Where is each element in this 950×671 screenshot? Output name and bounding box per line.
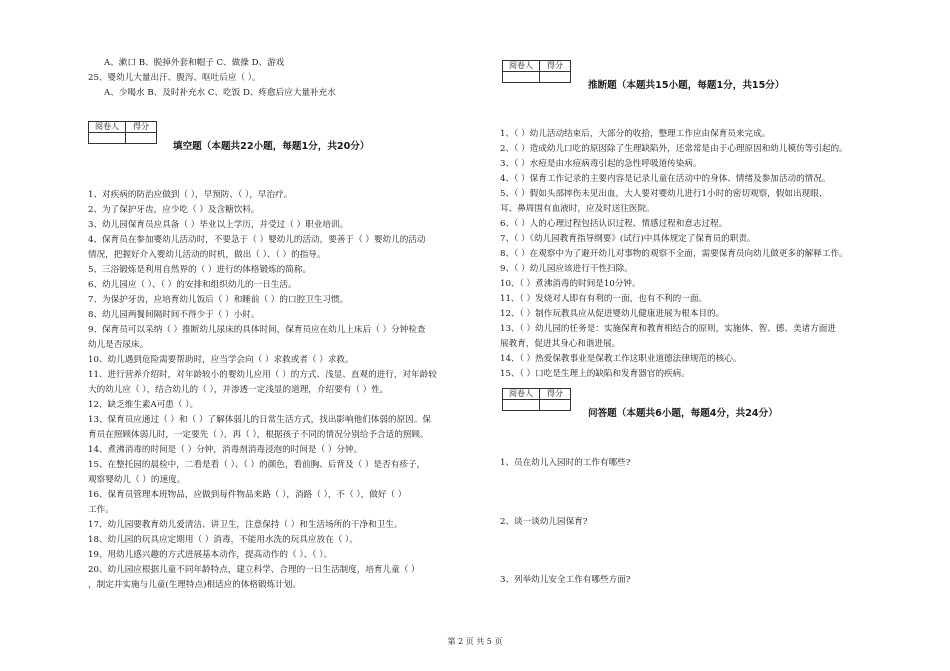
list-item: 16、保育员管理本班物品，应做到每件物品来路（ ），消路（ ），不（ ），做好（ ） xyxy=(88,490,407,500)
list-item: 1、（ ）幼儿活动结束后，大部分的收拾，整理工作应由保育员来完成。 xyxy=(500,129,771,139)
grader-cell xyxy=(89,133,126,144)
list-item: 8、（ ）在观察中为了避开幼儿对事物的观察不全面，需要保育员向幼儿做更多的解释工作。 xyxy=(500,249,848,259)
list-item: 4、（ ）保育工作记录的主要内容是记录儿童在活动中的身体、情绪及参加活动的情况。 xyxy=(500,174,831,184)
score-cell xyxy=(126,133,157,144)
list-item: 5、三浴锻炼是利用自然界的（ ）进行的体格锻炼的简称。 xyxy=(88,265,312,275)
list-item: 7、（ ）《幼儿园教育指导纲要》(试行)中具体规定了保育员的职责。 xyxy=(500,234,756,244)
list-item: 20、幼儿园应根据儿童不同年龄特点，建立科学、合理的一日生活制度，培育儿童（ ） xyxy=(88,565,420,575)
list-item: 11、进行营养介绍时，对年龄较小的婴幼儿应用（ ）的方式、浅显、直观的进行，对年龄较 xyxy=(88,370,437,380)
list-item: 育员在照顾体弱儿时，一定要先（ ），再（ ），根据孩子不同的情况分别给予合适的照顾。 xyxy=(88,430,429,440)
grader-cell xyxy=(503,72,540,83)
list-item: 6、幼儿园应（ ）、（ ）的安排和组织幼儿的一日生活。 xyxy=(88,280,297,290)
list-item: 12、（ ）制作玩教具应从促进婴幼儿健康进展为根本目的。 xyxy=(500,309,725,319)
list-item: 观察婴幼儿（ ）的速度。 xyxy=(88,475,186,485)
list-item: 11、（ ）发烧对人即有有利的一面，也有不利的一面。 xyxy=(500,294,708,304)
list-item: 13、（ ）幼儿园的任务是：实施保育和教育相结合的原则，实施体、智、德、美诸方面进 xyxy=(500,324,836,334)
list-item: 幼儿是否尿床。 xyxy=(88,340,149,350)
list-item: 9、保育员可以采纳（ ）推断幼儿尿床的具体时间，保育员应在幼儿上床后（ ）分钟检查 xyxy=(88,325,426,335)
list-item: 耳、鼻周围有血液时，应及时送往医院。 xyxy=(500,204,655,214)
list-item: 情况，把握好介入婴幼儿活动的时机，做出（ ）、（ ）的指导。 xyxy=(88,250,326,260)
list-item: 17、幼儿园要教育幼儿爱清洁、讲卫生，注意保持（ ）和生活场所的干净和卫生。 xyxy=(88,520,403,530)
grader-cell xyxy=(503,400,540,411)
score-box xyxy=(88,121,157,144)
section-title-fill-blank: 填空题（本题共22小题，每题1分，共20分） xyxy=(173,141,370,152)
list-item: 5、（ ）假如头部摔伤未见出血，大人要对婴幼儿进行1小时的密切观察，假如出现眼、 xyxy=(500,189,828,199)
list-item: 19、用幼儿感兴趣的方式进展基本动作，提高动作的（ ）、（ ）。 xyxy=(88,550,333,560)
list-item: 3、幼儿园保育员应具备（ ）毕业以上学历，并受过（ ）职业培训。 xyxy=(88,220,349,230)
list-item: 3、（ ）水痘是由水痘病毒引起的急性呼吸道传染病。 xyxy=(500,159,702,169)
list-item: 9、（ ）幼儿园应该进行干性扫除。 xyxy=(500,264,633,274)
score-label: 得分 xyxy=(540,61,571,72)
list-item: 14、煮沸消毒的时间是（ ）分钟，消毒剂消毒浸泡的时间是（ ）分钟。 xyxy=(88,445,363,455)
list-item: 展教育，促进其身心和谐进展。 xyxy=(500,339,621,349)
list-item: 工作。 xyxy=(88,505,114,515)
list-item: 13、保育员应通过（ ）和（ ）了解体弱儿的日常生活方式，找出影响他们体弱的原因。保 xyxy=(88,415,431,425)
list-item: 14、（ ）热爱保教事业是保教工作这职业道德法律规范的核心。 xyxy=(500,354,742,364)
list-item: 2、（ ）造成幼儿口吃的原因除了生理缺陷外，还常常是由于心理原因和幼儿模仿等引起的。 xyxy=(500,144,848,154)
list-item: 10、（ ）煮沸消毒的时间是10分钟。 xyxy=(500,279,641,289)
score-label: 得分 xyxy=(540,389,571,400)
score-cell xyxy=(540,72,571,83)
list-item: 10、幼儿遇到危险需要帮助时，应当学会向（ ）求救或者（ ）求救。 xyxy=(88,355,354,365)
question-line: 25、婴幼儿大量出汗、腹泻、呕吐后应（ ）。 xyxy=(88,73,261,83)
grader-label: 阅卷人 xyxy=(89,122,126,133)
score-label: 得分 xyxy=(126,122,157,133)
list-item: 15、（ ）口吃是生理上的缺陷和发育器官的疾病。 xyxy=(500,369,690,379)
list-item: 8、幼儿园两餐间隔时间不得少于（ ）小时。 xyxy=(88,310,260,320)
page-footer: 第 2 页 共 5 页 xyxy=(447,637,503,646)
list-item: 15、在整托园的晨检中，二看是看（ ）、（ ）的颜色，看前胸、后背及（ ）是否有疹子， xyxy=(88,460,426,470)
section-title-qa: 问答题（本题共6小题，每题4分，共24分） xyxy=(588,408,778,419)
list-item: 2、谈一谈幼儿园保育? xyxy=(500,517,588,527)
list-item: 3、列举幼儿安全工作有哪些方面? xyxy=(500,575,631,585)
score-box xyxy=(502,388,571,411)
score-box xyxy=(502,60,571,83)
list-item: 18、幼儿园的玩具应定期用（ ）消毒，不能用水洗的玩具应放在（ ）。 xyxy=(88,535,358,545)
list-item: 4、保育员在参加婴幼儿活动时，不要急于（ ）婴幼儿的活动，要善于（ ）婴幼儿的活动 xyxy=(88,235,426,245)
list-item: 大的幼儿应（ ），结合幼儿的（ ），并渗透一定浅显的道理，介绍要有（ ）性。 xyxy=(88,385,389,395)
grader-label: 阅卷人 xyxy=(503,389,540,400)
option-line: A、少喝水 B、及时补充水 C、吃饭 D、疼愈后应大量补充水 xyxy=(104,88,336,98)
list-item: 6、（ ）人的心理过程包括认识过程、情感过程和意志过程。 xyxy=(500,219,728,229)
list-item: 7、为保护牙齿，应培育幼儿饭后（ ）和睡前（ ）的口腔卫生习惯。 xyxy=(88,295,349,305)
list-item: ，制定并实施与儿童(生理特点)相适应的体格锻炼计划。 xyxy=(88,580,301,590)
grader-label: 阅卷人 xyxy=(503,61,540,72)
score-cell xyxy=(540,400,571,411)
section-title-true-false: 推断题（本题共15小题，每题1分，共15分） xyxy=(588,80,785,91)
list-item: 1、员在幼儿入园时的工作有哪些? xyxy=(500,458,631,468)
list-item: 12、缺乏维生素A可患（ ）。 xyxy=(88,400,199,410)
list-item: 2、为了保护牙齿，应少吃（ ）及含糖饮料。 xyxy=(88,205,260,215)
list-item: 1、对疾病的防治应做到（ ），早预防、（ ），早治疗。 xyxy=(88,190,293,200)
option-line: A、漱口 B、脱掉外套和帽子 C、做操 D、游戏 xyxy=(104,58,285,68)
